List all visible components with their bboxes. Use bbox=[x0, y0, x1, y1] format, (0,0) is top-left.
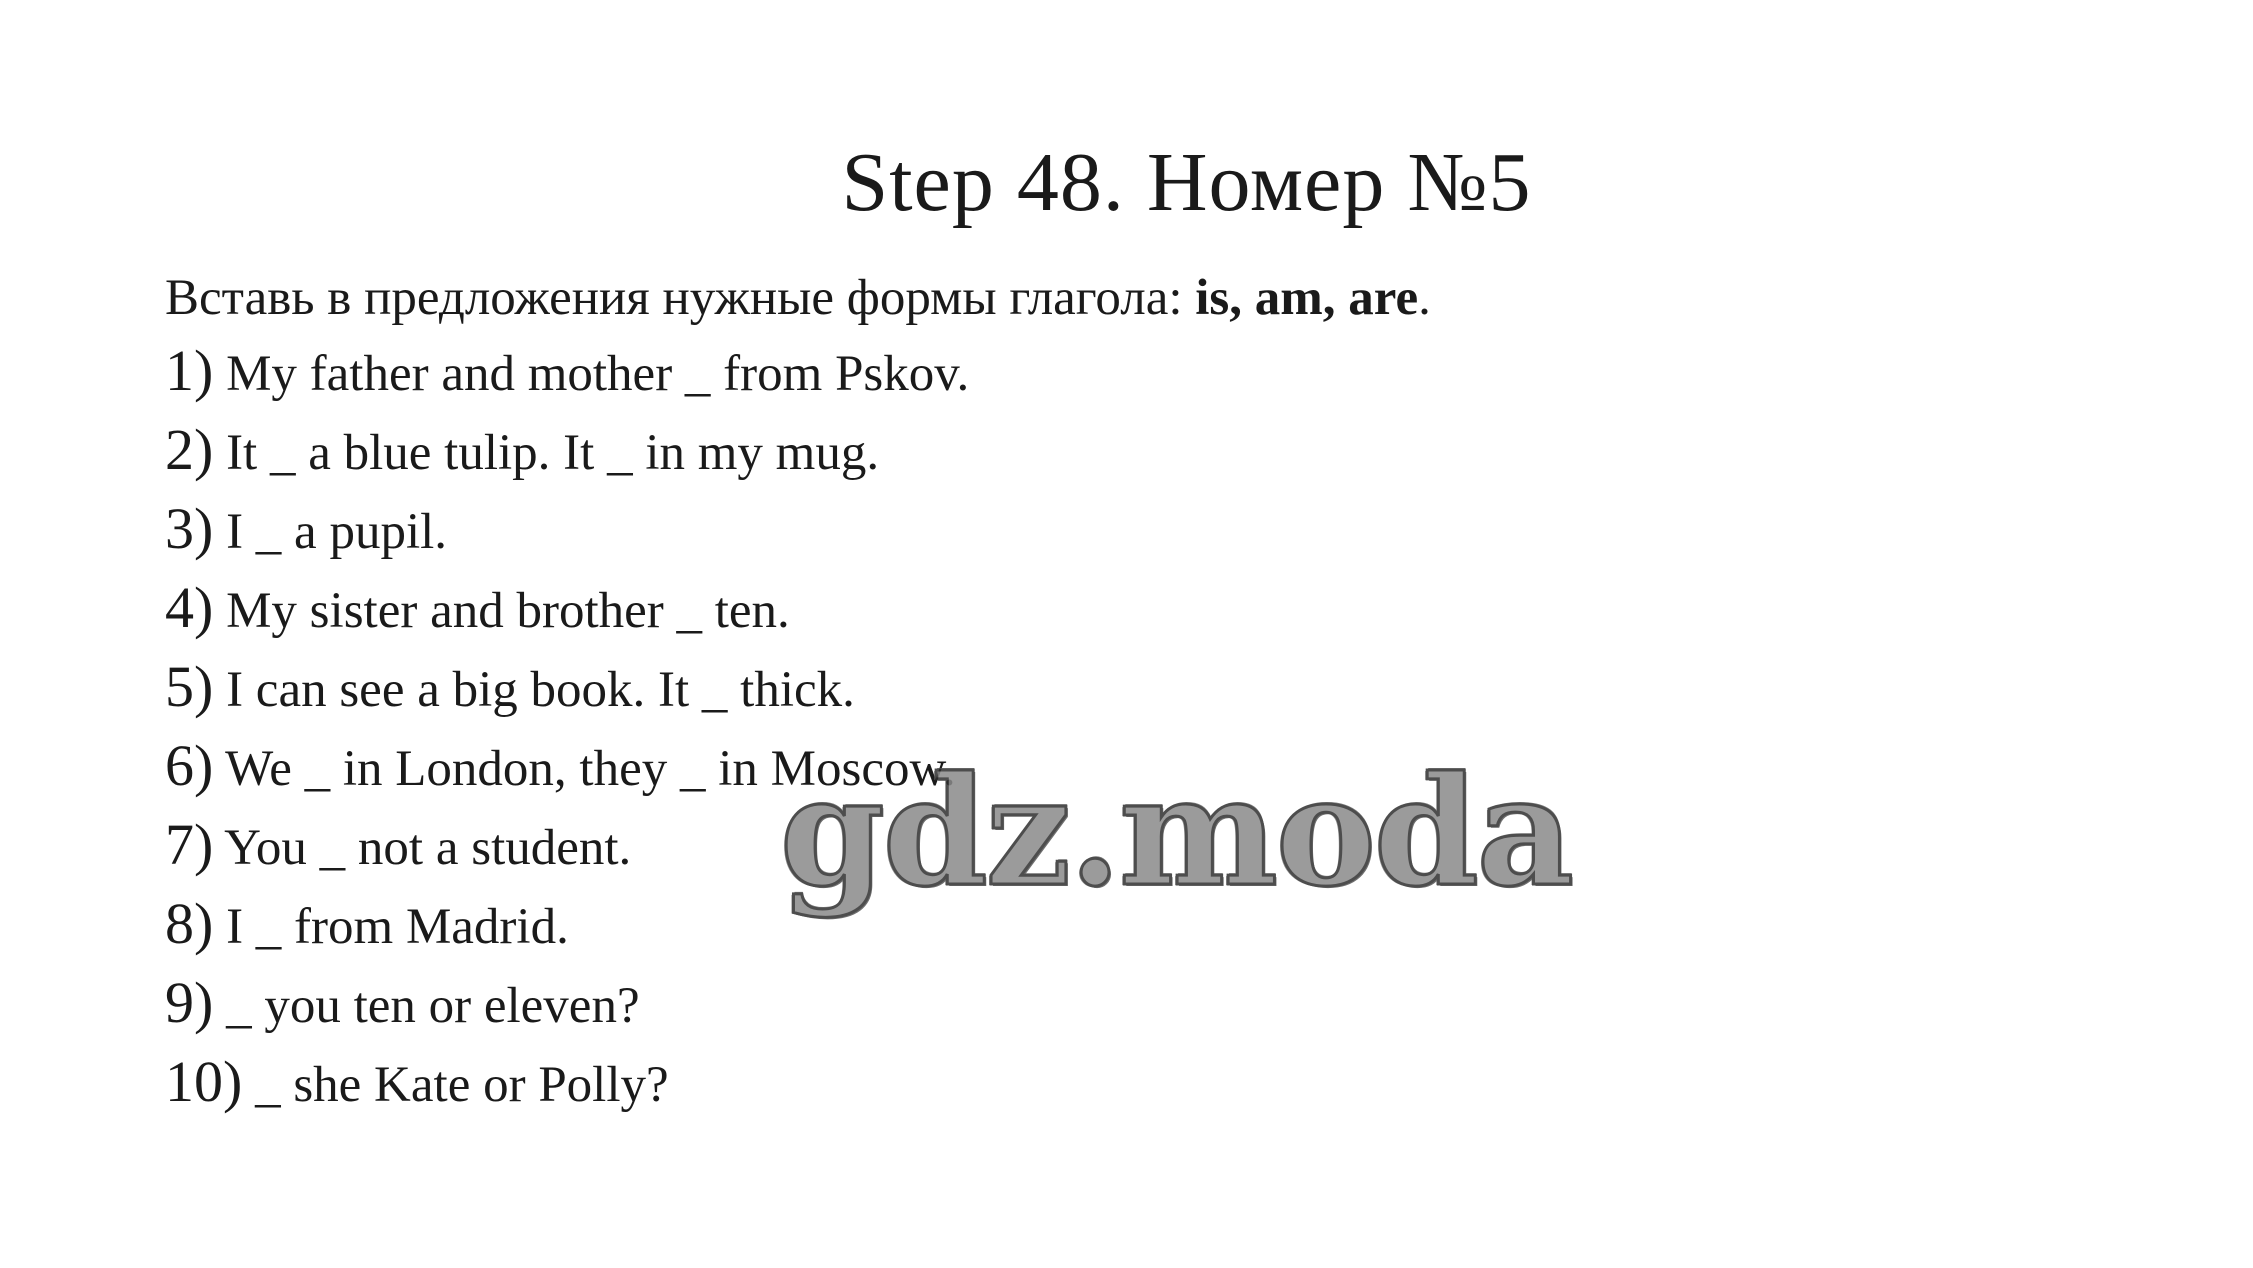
watermark-logo: gdz.moda bbox=[780, 744, 1573, 920]
instruction-verbs: is, am, are bbox=[1195, 270, 1419, 326]
instruction bbox=[165, 266, 1431, 330]
item-number: 8) bbox=[165, 891, 214, 956]
page-title: Step 48. Номер №5 bbox=[841, 136, 1532, 229]
item-number: 7) bbox=[165, 812, 214, 877]
item-number: 10) bbox=[165, 1049, 243, 1114]
item-text: I can see a big book. It _ thick. bbox=[213, 662, 855, 718]
item-number: 2) bbox=[165, 417, 214, 482]
item-text: _ she Kate or Polly? bbox=[242, 1057, 669, 1113]
item-text: It _ a blue tulip. It _ in my mug. bbox=[213, 425, 880, 481]
item-text: You _ not a student. bbox=[213, 820, 632, 876]
item-number: 5) bbox=[165, 654, 214, 719]
item-number: 3) bbox=[165, 496, 214, 561]
item-number: 1) bbox=[165, 338, 214, 403]
instruction-text: Вставь в предложения нужные формы глагола: bbox=[165, 270, 1196, 326]
exercise-item bbox=[165, 649, 969, 728]
exercise-item bbox=[165, 333, 969, 412]
item-text: _ you ten or eleven? bbox=[213, 978, 640, 1034]
exercise-item bbox=[165, 412, 969, 491]
item-number: 9) bbox=[165, 970, 214, 1035]
exercise-item bbox=[165, 965, 969, 1044]
item-number: 4) bbox=[165, 575, 214, 640]
instruction-end: . bbox=[1418, 270, 1431, 326]
item-text: My sister and brother _ ten. bbox=[213, 583, 790, 639]
item-text: I _ from Madrid. bbox=[213, 899, 569, 955]
item-text: We _ in London, they _ in Moscow. bbox=[213, 741, 956, 797]
item-text: I _ a pupil. bbox=[213, 504, 448, 560]
item-text: My father and mother _ from Pskov. bbox=[213, 346, 970, 402]
item-number: 6) bbox=[165, 733, 214, 798]
exercise-item bbox=[165, 1044, 969, 1123]
exercise-item bbox=[165, 570, 969, 649]
exercise-item bbox=[165, 491, 969, 570]
exercise-list bbox=[165, 333, 969, 1123]
